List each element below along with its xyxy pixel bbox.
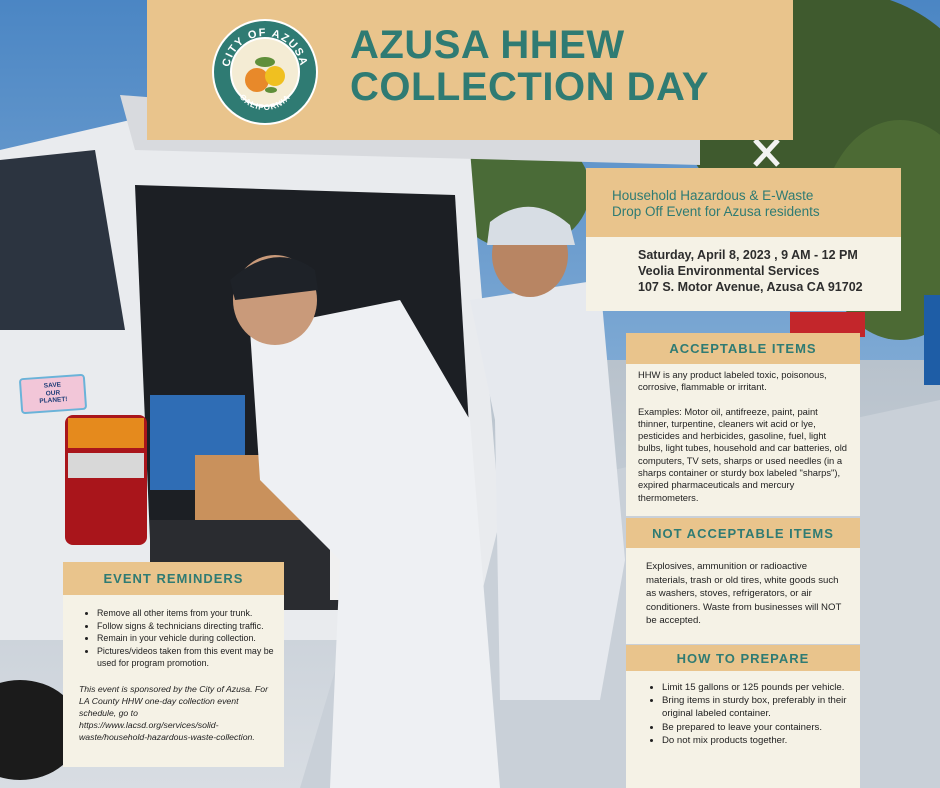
reminders-list [81,607,276,670]
list-item: • Bring items in sturdy box, preferably in their original labeled container. [662,694,852,720]
sticker-line1: SAVE [43,381,62,390]
sticker-line3: PLANET! [39,396,68,405]
svg-text:CALIFORNIA: CALIFORNIA [237,92,293,113]
acceptable-items-body [626,364,860,516]
list-item: • Be prepared to leave your containers. [662,721,852,734]
event-venue: Veolia Environmental Services [638,264,820,278]
event-heading-line1: Household Hazardous & E-Waste [612,188,814,203]
sponsor-note: This event is sponsored by the City of Azusa. For LA County HHW one-day collection event schedule, go to https://www.lacsd.org/services/solid-waste/household-hazardous-waste-collection. [79,683,268,742]
city-of-azusa-seal-logo [211,18,319,126]
save-our-planet-sticker [19,374,87,415]
event-heading-panel [586,168,901,237]
not-acceptable-text: Explosives, ammunition or radioactive materials, trash or old tires, white goods such as washers, stoves, refrigerators, or air conditioners. Waste from businesses will NOT be accepted. [646,561,842,626]
svg-text:CITY OF AZUSA: CITY OF AZUSA [220,26,310,68]
title-banner [147,0,793,140]
acceptable-intro: HHW is any product labeled toxic, poisonous, corrosive, flammable or irritant. [638,369,827,393]
page-title [350,24,770,108]
not-acceptable-items-heading: NOT ACCEPTABLE ITEMS [626,518,860,548]
acceptable-items-heading: ACCEPTABLE ITEMS [626,333,860,364]
list-item: • Pictures/videos taken from this event may be used for program promotion. [97,645,276,670]
list-item: • Remove all other items from your trunk. [97,607,276,620]
sticker-line2: OUR [45,389,61,397]
how-to-prepare-heading: HOW TO PREPARE [626,645,860,671]
list-item: • Follow signs & technicians directing traffic. [97,620,276,633]
event-details-panel [586,237,901,311]
event-date-time: Saturday, April 8, 2023 , 9 AM - 12 PM [638,248,858,262]
how-to-prepare-body [626,671,860,788]
event-address: 107 S. Motor Avenue, Azusa CA 91702 [638,280,863,294]
title-line-1: AZUSA HHEW [350,23,625,67]
list-item: • Limit 15 gallons or 125 pounds per vehicle. [662,681,852,694]
not-acceptable-items-body [626,548,860,644]
list-item: • Remain in your vehicle during collection. [97,632,276,645]
list-item: • Do not mix products together. [662,734,852,747]
event-reminders-heading: EVENT REMINDERS [63,562,284,595]
prepare-list [648,681,852,747]
acceptable-examples: Examples: Motor oil, antifreeze, paint, paint thinner, turpentine, cleaners wit acid or lye, pesticides and herbicides, gasoline, fuel, light bulbs, light tubes, household and car batteries, old computers, TV sets, sharps or used needles (in a sharps container or sturdy box labeled "sharps"), expired pharmaceuticals and mercury thermometers. [638,405,847,503]
title-line-2: COLLECTION DAY [350,65,709,109]
event-heading-line2: Drop Off Event for Azusa residents [612,204,820,219]
event-reminders-body [63,595,284,767]
